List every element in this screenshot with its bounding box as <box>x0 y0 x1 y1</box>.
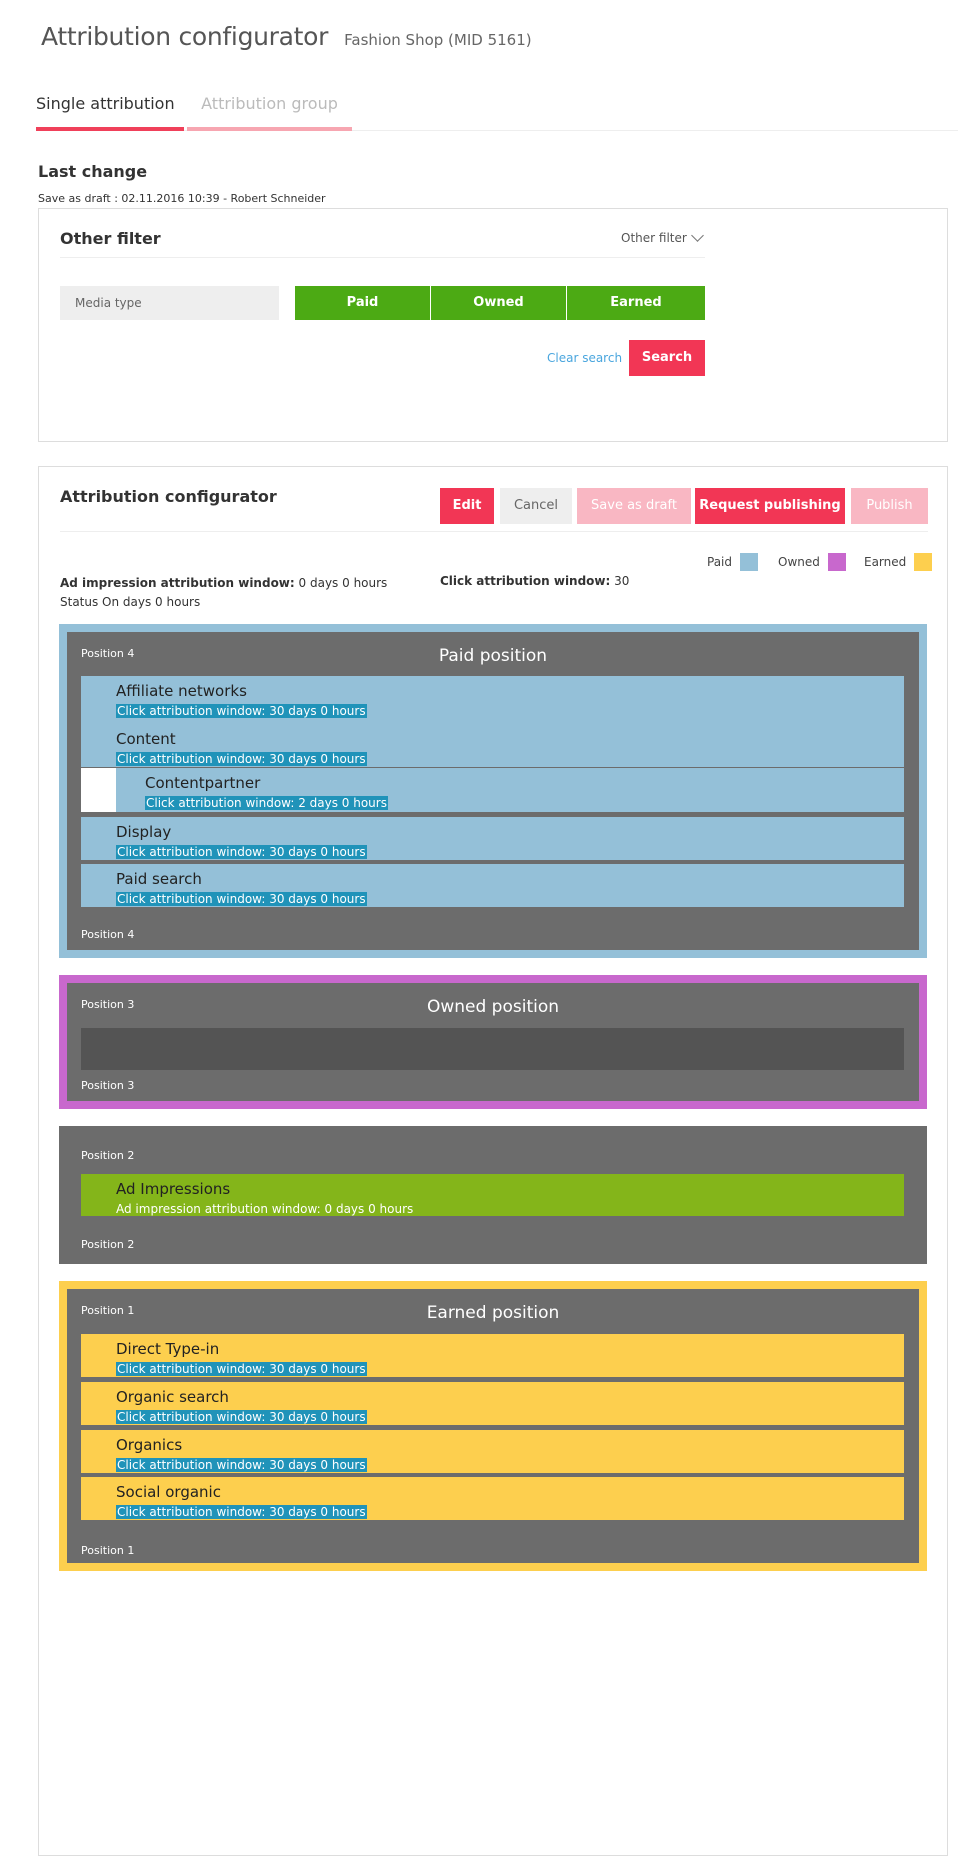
channel-paid-search[interactable] <box>81 864 904 907</box>
configurator-panel <box>38 466 948 1856</box>
ad-impression-window-label: Ad impression attribution window: <box>60 576 295 590</box>
position-label-bottom: Position 2 <box>81 1238 135 1251</box>
legend-paid-label: Paid <box>707 555 733 569</box>
filter-title: Other filter <box>60 229 161 248</box>
position-label-bottom: Position 3 <box>81 1079 135 1092</box>
ad-impression-window-value: 0 days 0 hours Status On days 0 hours <box>60 576 388 609</box>
click-window-value: 30 <box>614 574 630 588</box>
empty-drop-zone[interactable] <box>81 1028 904 1070</box>
media-type-paid-button[interactable]: Paid <box>295 286 430 320</box>
position-label-bottom: Position 1 <box>81 1544 135 1557</box>
search-button[interactable]: Search <box>629 340 705 376</box>
legend-owned <box>778 553 846 571</box>
tab-bar <box>36 90 958 131</box>
owned-position-block <box>59 975 927 1109</box>
position-heading: Owned position <box>426 997 560 1017</box>
position-heading: Paid position <box>438 646 548 666</box>
other-filter-toggle-label: Other filter <box>621 231 687 245</box>
channel-click-window: Click attribution window: 30 days 0 hours <box>117 752 366 766</box>
channel-name: Social organic <box>116 1483 221 1501</box>
legend-paid <box>707 553 758 571</box>
position-label-top: Position 1 <box>81 1304 135 1317</box>
request-publishing-button[interactable]: Request publishing <box>695 488 845 524</box>
channel-display[interactable] <box>81 817 904 860</box>
channel-name: Organics <box>116 1436 183 1454</box>
channel-organic-search[interactable] <box>81 1382 904 1425</box>
position-heading: Earned position <box>426 1303 560 1323</box>
legend-paid-swatch <box>740 553 758 571</box>
shop-name: Fashion Shop (MID 5161) <box>344 31 532 49</box>
configurator-title: Attribution configurator <box>60 487 277 506</box>
legend-earned-swatch <box>914 553 932 571</box>
channel-name: Contentpartner <box>145 774 261 792</box>
click-window-info <box>440 574 629 588</box>
sub-channel-indent <box>81 768 116 812</box>
legend-earned-label: Earned <box>864 555 907 569</box>
last-change-text: Save as draft : 02.11.2016 10:39 - Robert Schneider <box>38 192 326 205</box>
clear-search-link[interactable]: Clear search <box>547 351 623 365</box>
tab-attribution-group[interactable]: Attribution group <box>187 90 352 131</box>
save-as-draft-button[interactable]: Save as draft <box>577 488 691 524</box>
cancel-button[interactable]: Cancel <box>500 488 572 524</box>
channel-name: Ad Impressions <box>116 1180 231 1198</box>
channel-contentpartner[interactable] <box>81 768 904 812</box>
channel-ad-impressions[interactable] <box>81 1174 904 1216</box>
divider <box>60 531 928 532</box>
earned-position-block <box>59 1281 927 1571</box>
position-label-bottom: Position 4 <box>81 928 135 941</box>
channel-name: Affiliate networks <box>116 682 247 700</box>
tab-single-attribution[interactable]: Single attribution <box>36 90 184 131</box>
ad-impression-window-info <box>60 574 420 612</box>
click-window-label: Click attribution window: <box>440 574 611 588</box>
publish-button[interactable]: Publish <box>851 488 928 524</box>
channel-click-window: Click attribution window: 30 days 0 hours <box>117 1410 366 1424</box>
last-change-title: Last change <box>38 162 148 181</box>
page-title: Attribution configurator <box>41 22 329 51</box>
channel-click-window: Click attribution window: 30 days 0 hours <box>117 892 366 906</box>
channel-click-window: Click attribution window: 2 days 0 hours <box>146 796 387 810</box>
channel-name: Content <box>116 730 176 748</box>
chevron-down-icon <box>691 229 704 242</box>
legend-owned-label: Owned <box>778 555 820 569</box>
legend-owned-swatch <box>828 553 846 571</box>
channel-name: Direct Type-in <box>116 1340 220 1358</box>
channel-ad-impression-window: Ad impression attribution window: 0 days 0 hours <box>116 1202 414 1216</box>
channel-name: Display <box>116 823 172 841</box>
channel-click-window: Click attribution window: 30 days 0 hours <box>117 845 366 859</box>
edit-button[interactable]: Edit <box>440 488 494 524</box>
channel-content[interactable] <box>81 724 904 767</box>
divider <box>60 257 705 258</box>
media-type-field: Media type <box>60 286 279 320</box>
channel-direct-type-in[interactable] <box>81 1334 904 1377</box>
other-filter-toggle[interactable] <box>621 231 702 245</box>
ad-impressions-position-block <box>59 1126 927 1264</box>
channel-name: Organic search <box>116 1388 229 1406</box>
paid-position-block <box>59 624 927 958</box>
channel-organics[interactable] <box>81 1430 904 1473</box>
media-type-earned-button[interactable]: Earned <box>567 286 705 320</box>
channel-click-window: Click attribution window: 30 days 0 hours <box>117 704 366 718</box>
channel-name: Paid search <box>116 870 202 888</box>
position-label-top: Position 2 <box>81 1149 135 1162</box>
channel-click-window: Click attribution window: 30 days 0 hours <box>117 1458 366 1472</box>
channel-affiliate-networks[interactable] <box>81 676 904 726</box>
position-label-top: Position 4 <box>81 647 135 660</box>
position-label-top: Position 3 <box>81 998 135 1011</box>
legend-earned <box>864 553 932 571</box>
channel-social-organic[interactable] <box>81 1477 904 1520</box>
channel-click-window: Click attribution window: 30 days 0 hours <box>117 1362 366 1376</box>
channel-click-window: Click attribution window: 30 days 0 hours <box>117 1505 366 1519</box>
page-header <box>41 22 532 51</box>
media-type-owned-button[interactable]: Owned <box>431 286 566 320</box>
filter-panel <box>38 208 948 442</box>
